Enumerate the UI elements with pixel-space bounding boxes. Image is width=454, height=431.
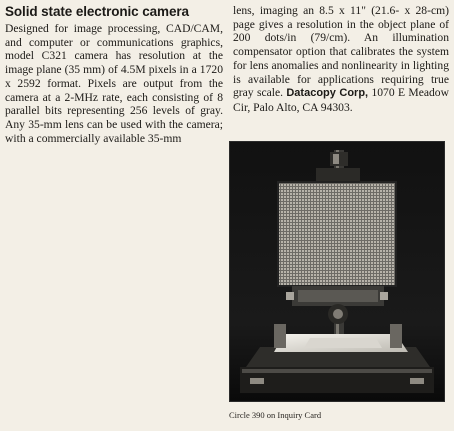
camera-photo — [229, 141, 445, 402]
photo-caption: Circle 390 on Inquiry Card — [229, 410, 322, 420]
left-column — [5, 4, 223, 145]
company-address: 1070 E Meadow Cir, Palo Alto, CA 94303. — [233, 86, 449, 114]
article-body-left: Designed for image processing, CAD/CAM, and computer or communications graphics, model C321 camera has resolution at the image plane (35 mm) of 4.5M pixels in a 1720 x 2592 format. Pixels are output from the camera at a 2-MHz rate, each consisting of 8 parallel bits representing 256 levels of gray. Any 35-mm lens can be used with the camera; with a commercially available 35-mm — [5, 22, 223, 145]
company-name: Datacopy Corp, — [286, 87, 369, 100]
article-body-right-text: lens, imaging an 8.5 x 11" (21.6- x 28-cm) page gives a resolution in the object plane of 200 dots/in (79/cm). An illumination compensator option that calibrates the system for lens anomalies and nonlinearity in lighting is available for applications requiring true gray scale. — [233, 4, 449, 100]
right-column — [233, 4, 449, 115]
article-headline: Solid state electronic camera — [5, 4, 189, 19]
camera-photo-illustration — [230, 142, 444, 401]
article-body-right — [233, 4, 449, 115]
